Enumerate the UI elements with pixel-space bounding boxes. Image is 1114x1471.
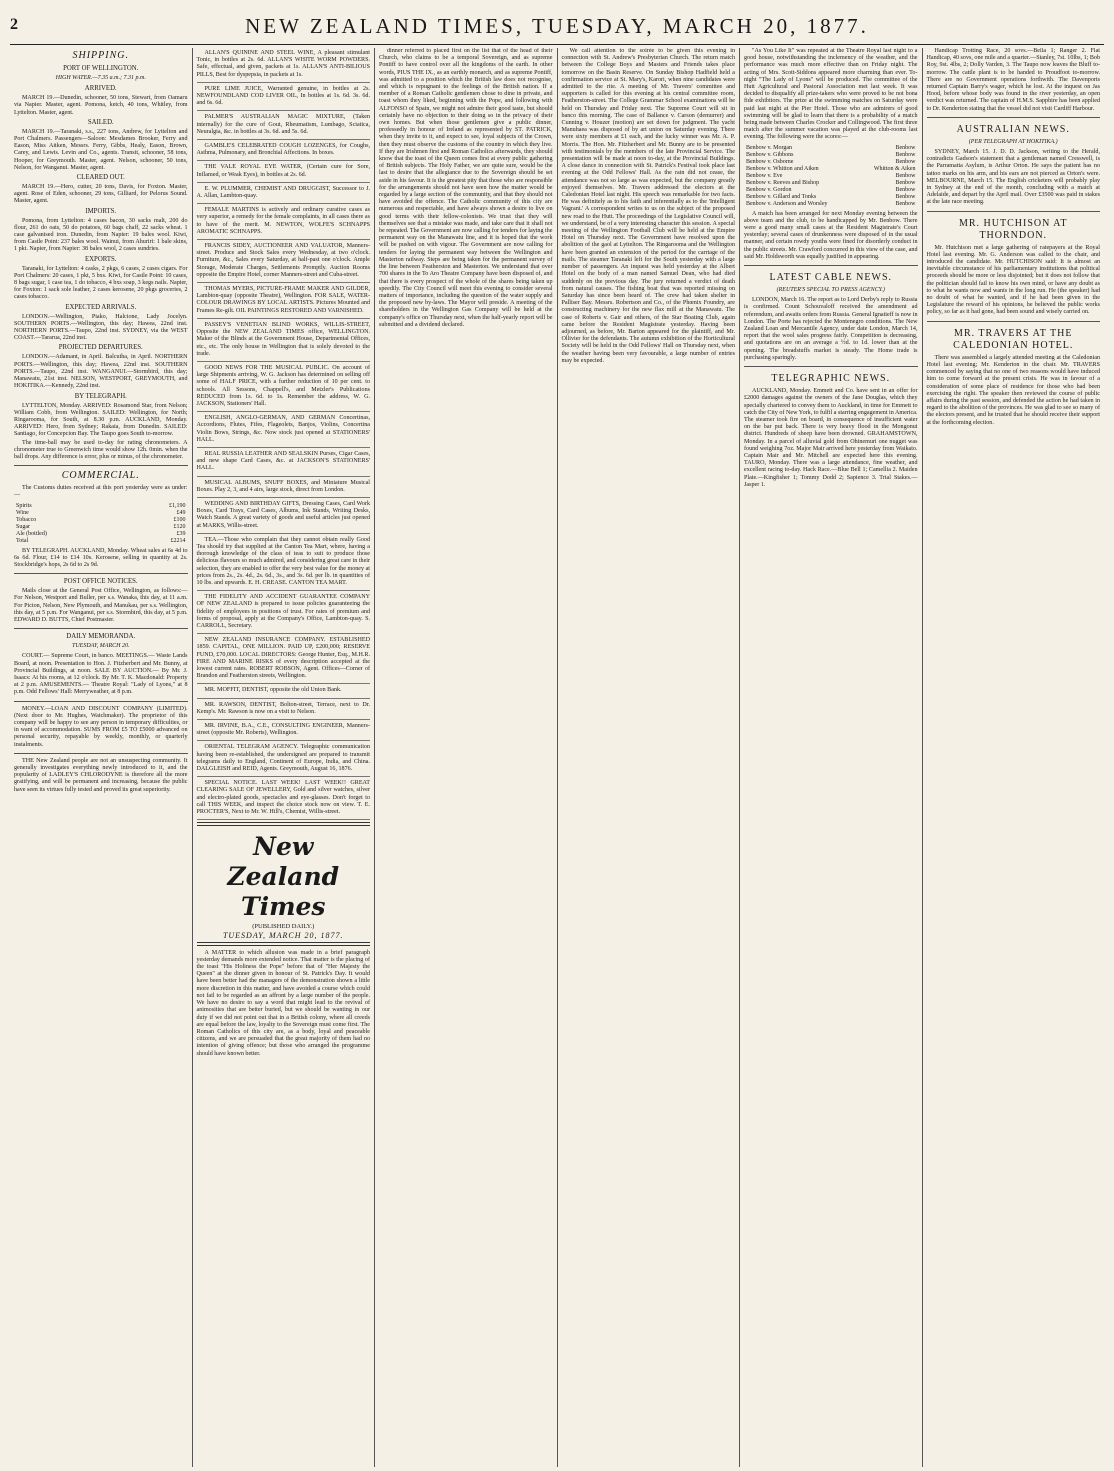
customs-item: Sugar [16,523,30,530]
latest-cable-text: LONDON, March 16. The report as to Lord Derby's reply to Russia is confirmed. Count Schouvaloff received the amendment ad referendum, and awaits orders from Russia. General Ignatieff is now in London. The Porte has rejected the Montenegro conditions. The New Zealand Loan and Mercantile Agency, under date London, March 14, report that the wool sales progress fairly. Competition is decreasing, and quotations are on an average a ½d. to 1d. lower than at the opening. The breadstuffs market is steady. The Home trade is purchasing sparingly. [744,297,918,361]
high-water: HIGH WATER.—7.35 a.m.; 7.31 p.m. [55,75,146,81]
divider [927,117,1101,118]
customs-value: £39 [176,530,186,537]
imports-heading: IMPORTS. [85,207,117,215]
hutchison-text: Mr. Hutchison met a large gathering of ratepayers at the Royal Hotel last evening. Mr. G. Anderson was called to the chair, and introduced the candidate. Mr. HUTCHISON said: It is almost an inevitable circumstance of his parliamentary institutions that political proceeds should be more or less disjointed; but it does not follow that the politician should fail to know his own mind, or have any doubt as to what he wants now and wants in the long run. He (the speaker) had no doubt of what he wanted, and if he had been given in the Legislature the reward of his opinions, he believed the public works policy, so far as it had gone, had been sound and wisely carried on. [926,244,1100,316]
title-rule [197,822,371,826]
customs-row [14,524,188,531]
arrived-text: MARCH 19.—Dunedin, schooner, 50 tons, Stewart, from Oamaru via Napier. Master, agent. Pomona, ketch, 40 tons, Whitley, from Lyttelton. Master, agent. [14,95,188,116]
advertisement: SPECIAL NOTICE. LAST WEEK! LAST WEEK!! GREAT CLEARING SALE OF JEWELLERY, Gold and silver watches, silver and electro-plated goods, spectacles and eye-glasses. Don't forget to call THIS WEEK, and inspect the choice stock now on view. T. E. PROCTER'S, Next to Mr. W. Hill's, Chemist, Willis-street. [197,778,371,820]
page-number: 2 [10,16,18,33]
score-result: Benbow [895,144,916,151]
advertisement: REAL RUSSIA LEATHER AND SEALSKIN Purses, Cigar Cases, and new shape Card Cases, &c. at JACKSON'S STATIONERS' HALL. [197,449,371,477]
customs-row [14,531,188,538]
chlorodyne-ad: THE New Zealand people are not an unsuspecting community. It generally investigates everything newly introduced to it, and the popularity of LADLEY'S CHLORODYNE is therefore all the more gratifying, and will be permanent and increasing, because the public have seen its virtues fully tested and proved its great superiority. [14,757,188,793]
score-result: Benbow [895,179,916,186]
score-row [744,173,918,180]
travers-text: There was assembled a largely attended meeting at the Caledonian Hotel last evening; Mr. Kenderton in the chair. Mr. TRAVERS commenced by saying that no one of two reasons would have induced him to come forward at the present crisis. He was in favour of a consideration of some place of residence for those who had been exercising the right. The speaker then reviewed the course of public affairs during the past session, and defended the action he had taken in regard to the abolition of the provinces. He was glad to see so many of the electors present, and he trusted that he should receive their support at the forthcoming election. [926,354,1100,426]
editorial-text: A MATTER to which allusion was made in a brief paragraph yesterday demands more extended notice. That matter is the placing of the toast "His Holiness the Pope" before that of "Her Majesty the Queen" at the dinner given in honour of St. Patrick's Day. It would have been better had the managers of the demonstration shown a little more discretion in this matter, and have avoided a course which could not fail to be regarded as an affront by a large number of the people. We have no desire to say a word that might lead to the revival of animosities that are better buried, but we should be wanting in our duty if we did not point out that in a British colony, where all creeds are equal before the law, loyalty to the Sovereign must come first. The Roman Catholics of this city are, as a body, loyal and peaceable citizens, and we are persuaded that the great majority of them had no intention of giving offence; but those who arranged the programme should have known better. [196,949,370,1057]
score-match: Benbow v. Reeves and Bishop [746,179,820,186]
divider [14,465,188,466]
column-5 [740,48,923,1467]
cleared-heading: CLEARED OUT. [76,174,125,182]
scores-table [744,145,918,208]
column-4 [558,48,741,1467]
score-result: Benbow [895,200,916,207]
newspaper-date: TUESDAY, MARCH 20, 1877. [222,930,344,940]
divider [14,628,188,629]
customs-item: Wine [16,509,29,516]
divider [14,701,188,702]
advertisement: GOOD NEWS FOR THE MUSICAL PUBLIC. On account of large Shipments arriving, W. G. Jackson has determined on selling off some of HALF PRICE, with a further reduction of 10 per cent. to schools. All Sessons, Chappell's, and Metzler's Publications REDUCED from 1s. 6d. to 1s. Remember the address, W. G. JACKSON, Stationers' Hall. [197,363,371,412]
commercial-intro: The Customs duties received at this port yesterday were as under:— [14,485,188,499]
telegraph-text: LYTTELTON, Monday. ARRIVED: Rosamond Star, from Nelson; William Cobb, from Wellington. SAILED: Wellington, for North; Ringarooma, for South, at 8.30 p.m. AUCKLAND, Monday. ARRIVED: Hero, from Sydney; Rakaia, from Dunedin. SAILED: Santiago, for Concepcion Bay. The Taupo goes South to-morrow. [14,402,188,438]
advertisement: ALLAN'S QUININE AND STEEL WINE, A pleasant stimulant Tonic, in bottles at 2s. 6d. ALLAN'S WHITE WORM POWDERS. Safe, effectual, and given, packets at 1s. ALLAN'S ANTI-BILIOUS PILLS, Best for dyspepsia, in packets at 1s. [197,48,371,83]
score-match: Benbow v. Whitton and Aiken [746,165,819,172]
advertisement: PASSEY'S VENETIAN BLIND WORKS, WILLIS-STREET, Opposite the NEW ZEALAND TIMES office, WELLINGTON. Maker of the Blinds at the Government House, Departmental Offices, etc., etc. The only house in Wellington that is solely devoted to the trade. [197,320,371,362]
divider [744,366,918,367]
score-result: Whitton & Aiken [873,165,916,172]
advertisement: FRANCIS SIDEY, AUCTIONEER AND VALUATOR, Manners-street. Produce and Stock Sales every Wednesday, at two o'clock. Furniture, &c., Sales every Saturday, at half-past one o'clock. Ample Storage, Moderate Charges, Settlements Promptly. Auction Rooms opposite the Empire Hotel, corner Manners-street and Cuba-street. [197,241,371,283]
customs-value: £2214 [170,537,186,544]
projected-heading: PROJECTED DEPARTURES. [58,344,143,352]
advertisement: PALMER'S AUSTRALIAN MAGIC MIXTURE, (Taken internally) for the cure of Gout, Rheumatism, Lumbago, Sciatica, Neuralgia, &c. in bottles at 3s. 6d. and 5s. 6d. [197,112,371,140]
australian-subheading: (PER TELEGRAPH AT HOKITIKA.) [968,138,1058,145]
score-match: Benbow v. Osborne [746,158,794,165]
advertisement: TEA.—Those who complain that they cannot obtain really Good Tea should try that supplied at the Canton Tea Mart, where, having a thorough knowledge of the class of teas to suit to produce those delicious flavours so much admired, and considering great care in their selection, they are enabled to offer the very best value for the money at prices from 2s., 2s. 4d., 2s. 6d., 3s., and 3s. 6d. per lb. in quantities of 10 lbs. and upwards. E. H. CREASE. CANTON TEA MART. [197,535,371,591]
score-match: Benbow v. Morgan [746,144,792,151]
exports-heading: EXPORTS. [84,255,117,263]
expected-text: LONDON.—Wellington, Piako, Halcione, Lady Jocelyn. SOUTHERN PORTS.—Wellington, this day; Hawea, 22nd inst. NORTHERN PORTS.—Taupo, 22nd inst. SYDNEY, via the WEST COAST.—Tararua, 22nd inst. [14,313,188,342]
score-match: Benbow v. Gordon [746,186,792,193]
score-row [744,159,918,166]
advertisement: WEDDING AND BIRTHDAY GIFTS, Dressing Cases, Card Work Boxes, Card Trays, Card Cases, Albums, Ink Stands, Writing Desks, Watch Stands. A great variety of goods and useful articles just opened at MARKS, Willis-street. [197,499,371,534]
exports-text: Taranaki, for Lyttelton: 4 casks, 2 pkgs, 6 cases, 2 cases cigars. For Port Chalmers: 20 cases, 1 pkt, 5 bxs. Kiwi, for Castle Point: 10 cases, 8 bags sugar, 1 case tea, 1 do tobacco, 4 bxs soap, 3 kegs nails. Napier, for Foxton: 1 sack sole leather, 2 cases kerosene, 20 pkgs groceries, 2 cases tobacco. [14,265,188,301]
score-row [744,201,918,208]
customs-table [14,503,188,545]
court-news: A match has been arranged for next Monday evening between the above team and the club, to be handicapped by Mr. Benbow. There were a good many small cases at the Resident Magistrate's Court yesterday; several cases of drunkenness were disposed of in the usual manner, and certain rowdy youths were fined for disorderly conduct in the public streets. Mr. Crawford concurred in this view of the case, and said Mr. Holdsworth was equally justified in appearing. [744,210,918,260]
advertisement: E. W. PLUMMER, CHEMIST AND DRUGGIST, Successor to J. A. Allan, Lambton-quay. [197,184,371,204]
score-result: Benbow [895,172,916,179]
customs-value: £49 [176,509,186,516]
advertisement: NEW ZEALAND INSURANCE COMPANY. ESTABLISHED 1859. CAPITAL, ONE MILLION. PAID UP, £200,000; RESERVE FUND, £70,000. LOCAL DIRECTORS: George Hunter, Esq., M.H.R. FIRE AND MARINE RISKS of every description accepted at the lowest current rates. ROBERT ROBSON, Agent. Offices—Corner of Brandon and Featherston streets, Wellington. [197,635,371,684]
post-office-heading: POST OFFICE NOTICES. [63,578,138,586]
customs-item: Tobacco [16,516,37,523]
customs-row [14,503,188,510]
newspaper-subtitle: (PUBLISHED DAILY.) [252,922,315,930]
cleared-text: MARCH 19.—Hero, cutter, 20 tons, Davis, for Foxton. Master, agent. Rose of Eden, schooner, 29 tons, Gilliard, for Pelorus Sound. Master, agent. [14,184,188,205]
latest-cable-subheading: (REUTER'S SPECIAL TO PRESS AGENCY.) [776,287,885,294]
travers-heading: MR. TRAVERS AT THE CALEDONIAN HOTEL. [953,327,1074,351]
title-rule [197,942,371,946]
post-office-text: Mails close at the General Post Office, Wellington, as follows:— For Nelson, Westport and Buller, per s.s. Wanaka, this day, at 11 a.m. For Picton, Nelson, New Plymouth, and Manukau, per s.s. Wellington, this day, at 5 p.m. For Wanganui, per s.s. Stormbird, this day, at 5 p.m. EDWARD D. BUTTS, Chief Postmaster. [14,588,188,623]
expected-heading: EXPECTED ARRIVALS. [65,303,137,311]
customs-row [14,538,188,545]
customs-item: Total [16,537,29,544]
advertisement: THOMAS MYERS, PICTURE-FRAME MAKER AND GILDER, Lambton-quay (opposite Theatre), Wellington. FOR SALE, WATER-COLOUR DRAWINGS BY LOCAL ARTISTS. Pictures Mounted and Frames Re-gilt. OIL PAINTINGS RESTORED AND VARNISHED. [197,284,371,319]
score-match: Benbow v. Gillard and Tonks [746,193,817,200]
score-result: Benbow [895,186,916,193]
score-match: Benbow v. Anderson and Worsley [746,200,828,207]
score-row [744,145,918,152]
editorial-continued: dinner referred to placed first on the list that of the head of their Church, who claims to be a temporal Sovereign, and as supreme Pontiff to have control over all the kingdoms of the earth. In other words, PIUS THE IX., as an earthly monarch, and as supreme Pontiff, was admitted to a position which the British law does not recognise, and which is repugnant to the feelings of the British nation. If a member of a Roman Catholic gentlemen chose to dine in private, and toast whom they liked, beginning with the Pope, and following with ALFONSO of Spain, we might not admire their good taste, but should certainly have no objection to their doing so in the privacy of their own homes. But when those gentlemen give a public dinner, professedly in honour of Ireland as represented by ST. PATRICK, when they invite to it, and expect to see, loyal subjects of the Crown, then they must observe the customs of the country in which they live. If they are Irishmen first and Roman Catholics afterwards, they should know that the toast of the Queen comes first at every public gathering of British subjects. The Holy Father, we are quite sure, would be the last to desire that the allegiance due to the Sovereign should be set aside in his favour. It is the greatest pity that those who are responsible for the arrangements should not have seen how the matter would be regarded by a large section of the community, and that they should not have avoided the offence. The Catholic community of this city are numerous and respectable, and have always shown a desire to live on good terms with their fellow-colonists. We trust that they will themselves see that a mistake was made, and take care that it shall not be repeated. The Government are now calling for tenders for laying the permanent way on the Manawatu line, and it is hoped that the work will be pushed on with vigour. The Government are now calling for tenders for laying the permanent way between the Wellington and Masterton railway. Steps are being taken for the permanent survey of the line between Featherston and Masterton. We understand that over 700 shares in the To Aro Theatre Company have been disposed of, and that there is every prospect of the whole of the shares being taken up speedily. The City Council will meet this evening to consider several matters of importance, including the question of the water supply and the proposed new by-laws. The Mayor will preside. A meeting of the shareholders in the Wellington Gas Company will be held at the company's office on Thursday next, when the half-yearly report will be submitted and a dividend declared. [379,48,553,328]
money-ad: MONEY.—LOAN AND DISCOUNT COMPANY (LIMITED). (Next door to Mr. Hughes, Watchmaker). The proprietor of this company will be happy to see any person in temporary difficulties, or in want of accommodation. SUMS FROM £5 TO £5000 advanced on personal security, repayable by weekly, monthly, or quarterly instalments. [14,705,188,748]
score-row [744,194,918,201]
advertisement: THE FIDELITY AND ACCIDENT GUARANTEE COMPANY OF NEW ZEALAND is prepared to issue policies guaranteeing the fidelity of employees in positions of trust. For rates of premium and forms of proposal, apply at the Company's Office, Lambton-quay. S. CARROLL, Secretary. [197,592,371,634]
port-heading: PORT OF WELLINGTON. [63,65,139,72]
sailed-heading: SAILED. [87,118,114,126]
imports-text: Pomona, from Lyttelton: 4 cases bacon, 30 sacks malt, 200 do flour, 261 do oats, 50 do potatoes, 60 bags chaff, 22 sacks wheat. 1 case galvanised iron. Dunedin, from Napier: 19 bales wool. Kiwi, from Castle Point: 237 bales wool. Wainui, from Ahuriri: 1 bale skins, 1 pkt. Napier, from Napier: 38 bales wool, 2 cases sundries. [14,217,188,253]
score-match: Benbow v. Gibbons [746,151,794,158]
divider [744,265,918,266]
masthead-title: NEW ZEALAND TIMES, TUESDAY, MARCH 20, 1877. [245,14,869,38]
customs-value: £100 [173,516,186,523]
advertisement: MR. MOFFIT, DENTIST, opposite the old Union Bank. [197,685,371,698]
advertisement: FEMALE MARTINS is actively and ordinary curative cases as very superior, a remedy for the female complaints, in all cases there as to have of the merit. M. NEWTON, WOLFE'S SCHNAPPS AROMATIC SCHNAPPS. [197,205,371,240]
advertisement: PURE LIME JUICE, Warranted genuine, in bottles at 2s. NEWFOUNDLAND COD LIVER OIL, In bottles at 1s. 6d. 3s. 6d. and 6s. 6d. [197,84,371,112]
sailed-text: MARCH 19.—Taranaki, s.s., 227 tons, Andrew, for Lyttelton and Port Chalmers. Passengers—Saloon: Mesdames Brooker, Ferry and Eason, Miss Aitken, Messrs. Ferry, Gibbs, Healy, Eason, Brown, Carey, and Lewis. Levin and Co., agents. Transit, schooner, 58 tons, Hooper, for Greymouth. Master, agent. Nelson, schooner, 50 tons, Nelson, for Wanganui. Master, agent. [14,128,188,171]
australian-heading: AUSTRALIAN NEWS. [956,123,1070,135]
column-1 [10,48,193,1467]
daily-memoranda-date: TUESDAY, MARCH 20. [72,643,130,650]
timeball-paragraph: The time-ball may be used to-day for rating chronometers. A chronometer true to Greenwich time would show 12h. 0min. when the ball drops. Any difference is error, plus or minus, of the chronometer. [14,439,188,460]
commercial-heading: COMMERCIAL. [61,470,140,482]
telegraph-heading: BY TELEGRAPH. [74,392,127,400]
daily-memoranda-text: COURT.— Supreme Court, in banco. MEETINGS.— Waste Lands Board, at noon. Presentation to Hon. J. Fitzherbert and Mr. Bunny, at Provincial Buildings, at noon. SALE BY AUCTION.— By Mr. J. Isaacs: At his rooms, at 12 o'clock. By Mr. T. K. Macdonald: Property at 2 p.m. AMUSEMENTS.— Theatre Royal: "Lady of Lyons," at 8 p.m. Odd Fellows' Hall: Merryweather, at 8 p.m. [14,653,188,696]
divider [927,211,1101,212]
daily-memoranda-heading: DAILY MEMORANDA. [66,633,136,641]
customs-row [14,517,188,524]
advertisement: THE VALE ROYAL EYE WATER, (Certain cure for Sore, Inflamed, or Weak Eyes), in bottles at 2s. 6d. [197,162,371,182]
divider [14,753,188,754]
newspaper-title: New Zealand Times [227,831,340,921]
score-result: Benbow [895,193,916,200]
arrived-heading: ARRIVED. [84,85,117,93]
advertisement: GAMBLE'S CELEBRATED COUGH LOZENGES, for Coughs, Asthma, Pulmonary, and Bronchial Affections. In boxes. [197,141,371,161]
masthead [10,10,1104,45]
advertisement: ORIENTAL TELEGRAM AGENCY. Telegraphic communication having been re-established, the undersigned are prepared to transmit telegrams daily to England, Continent of Europe, India, and China. DALGLEISH and REID, Agents. Greymouth, August 16, 1876. [197,742,371,777]
score-result: Benbow [895,158,916,165]
advertisement: ENGLISH, ANGLO-GERMAN, AND GERMAN Concertinas, Accordions, Flutes, Fifes, Flageolets, Banjos, Violins, Concertina Violin Bows, Strings, &c. Now stock just opened at STATIONERS' HALL. [197,413,371,448]
telegraphic-heading: TELEGRAPHIC NEWS. [771,373,891,385]
shipping-heading: SHIPPING. [72,50,129,61]
latest-cable-heading: LATEST CABLE NEWS. [769,272,893,284]
racing-results: Handicap Trotting Race, 20 sovs.—Bella 1; Ranger 2. Flat Handicap, 40 sovs, one mile and a quarter.—Stanley, 7st. 10lbs, 1; Bob Roy, 9st. 4lbs, 2; Dolly Varden, 3. The Taupo now leaves the Bluff to-morrow. The cattle plant is to be handed to Proudfoot to-morrow. There are no Government operations forthwith. The Davenports returned Captain Barry's wager, which he lost. At the inquest on Jas Hood, before whose body was found in the river yesterday, an open verdict was returned. The captain of H.M.S. Sapphire has been applied to Dr. Kenderton stating that the vessel did not visit Cardiff Harbour. [926,48,1100,112]
australian-text: SYDNEY, March 15. J. D. D. Jackson, writing to the Herald, contradicts Gadson's statement that a gentleman named Cresswell, is the Parramatta Asylum, is Arthur Orton. He says the patient has no tattoo marks on his arm, and his ears are not pierced as Orton's were. MELBOURNE, March 15. The English cricketers will probably play in Sydney at the end of the month, concluding with a match at Adelaide, and depart by the April mail. Over £3500 was paid in stakes at the late race meeting. [926,149,1100,206]
score-row [744,187,918,194]
score-match: Benbow v. Eve [746,172,783,179]
commercial-telegraph: BY TELEGRAPH. AUCKLAND, Monday. Wheat sales at 6s 4d to 6s 6d. Flour, £14 to £14 10s. Kerosene, selling in quantity at 2s. Stockbridge's hops, 2s 6d to 2s 9d. [14,547,188,568]
advertisements [197,48,371,820]
column-6 [923,48,1105,1467]
divider [14,573,188,574]
score-row [744,180,918,187]
score-result: Benbow [895,151,916,158]
score-row [744,152,918,159]
customs-item: Ale (bottled) [16,530,47,537]
customs-item: Spirits [16,502,32,509]
score-row [744,166,918,173]
customs-value: £1,190 [169,502,186,509]
local-news: We call attention to the soirée to be given this evening in connection with St. Andrew's Presbyterian Church. The return match between the College Boys and Masters and Friends takes place tomorrow on the Basin Reserve. On Sunday Bishop Hadfield held a confirmation service at St. Mary's, Karori, when nine candidates were admitted to the rite. A meeting of Mr. Travers' committee and supporters is called for this evening at his central committee room, Featherston-street. The College Grammar School examinations will be held on Thursday and Friday next. The Supreme Court will sit in banco this morning. The case of Ballance v. Carson (demurrer) and Cunning v. Houzer (motion) are set down for judgment. The yacht Manuhaea was disposed of by art union on Saturday evening. There were sixty members at £1 each, and the lucky winner was Mr. A. P. Morris. The Hon. Mr. Fitzherbert and Mr. Bunny are to be presented with testimonials by the members of the late Provincial Service. The presentation will be made at noon to-day, at the Provincial Buildings. A close dance in connection with St. Patrick's Festival took place last evening at the Odd Fellows' Hall. As the rain did not cease, the attendance was not so large as was expected, but the company greatly enjoyed themselves. Mr. Travers addressed the electors at the Caledonian Hotel last night. His speech was remarkable for two facts. He was definitely as to his faith and inferentially as to the 'Intelligent Vagrant.' A correspondent writes to us on the subject of the proposed new road to the Hutt. The proceedings of the Legislative Council will, we understand, be of a very interesting character this session. A special meeting of the Wellington Football Club will be held at the Empire Hotel on Thursday next. The Government have resolved upon the abolition of the gaol at Lyttelton. The Ringarooma and the Wellington have been granted an extension of the period for the carriage of the mails. The steamer Taranaki left for the South yesterday with a large number of passengers. An inquest was held yesterday at the Albert Hotel on the body of a man named Samuel Dean, who had died suddenly on the previous day. The jury returned a verdict of death from natural causes. The fishing boat that was reported missing on Saturday has since been heard of. The crew had taken shelter in Palliser Bay. Messrs. Robertson and Co., of the Phœnix Foundry, are constructing machinery for the new flax mill at the Manawatu. The case of Roberts v. Gair and others, of the Star Boating Club, again came before the Resident Magistrate yesterday. Having been adjourned, as before, Mr. Barton appeared for the plaintiff, and Mr. Ollivier for the defendants. The autumn exhibition of the Horticultural Society will be held in the Odd Fellows' Hall on Thursday next, when the weather having been very favourable, a large number of entries may be expected. [561,48,735,364]
column-3 [375,48,558,1467]
telegraphic-text: AUCKLAND, Monday. Emmett and Co. have sent in an offer for £2000 damages against the owners of the Jane Douglas, which they specially chartered to convey them to Auckland, in time for Emmett to catch the City of New York, to fulfil a starring engagement in America. The steamer took fire on board, in consequence of insufficient water on the bar put back. There is very heavy flood in the Mongonui district. Hundreds of sheep have been drowned. GRAHAMSTOWN, Monday. In a parcel of alluvial gold from Ohinemuri one nugget was found weighing 7oz. Major Mair arrived here yesterday from Waikato. Captain Mair and Mr. Mitchell are expected here this evening. TAURO, Monday. There was a large attendance, fine weather, and excellent racing to-day. Hack Race.—Blue Bell 1; Camellia 2. Maiden Plate.—Kingfisher 1; Tommy Dodd 2; Sapience 3. Trial Stakes.—Jasper 1. [744,388,918,488]
customs-value: £120 [173,523,186,530]
customs-row [14,510,188,517]
column-2 [193,48,376,1467]
advertisement: MUSICAL ALBUMS, SNUFF BOXES, and Miniature Musical Boxes. Play 2, 3, and 4 airs, large stock, direct from London. [197,478,371,498]
projected-text: LONDON.—Adamant, in April. Balcutha, in April. NORTHERN PORTS.—Wellington, this day; Hawea, 22nd inst. SOUTHERN PORTS.—Taupo, 22nd inst. WANGANUI.—Stormbird, this day; Manawatu, 21st inst. NELSON, WESTPORT, GREYMOUTH, and HOKITIKA.—Kennedy, 22nd inst. [14,354,188,390]
advertisement: MR. RAWSON, DENTIST, Bolton-street, Terrace, next to Dr. Kemp's. Mr. Rawson is now on a visit to Nelson. [197,700,371,720]
hutchison-heading: MR. HUTCHISON AT THORNDON. [958,217,1068,241]
local-news-continued: "As You Like It" was repeated at the Theatre Royal last night to a good house, notwithstanding the inclemency of the weather, and the performance was much more effective than on Friday night. The acting of Mrs. Scott-Siddons appeared more charming than ever. To-night "The Lady of Lyons" will be produced. The committee of the Hutt Agricultural and Pastoral Association met last week. It was decided to disqualify all prize-takers who were proved to be not bona fide exhibitors. The prize at the swimming matches on Saturday were paid last night at the Pier Hotel. Those who are admirers of good swimming will be glad to learn that there is a probability of a match being made between Charles Crocker and Collingwood. The first three match after the summer vacation was played at the club-rooms last evening. The following were the scores:— [744,48,918,141]
divider [927,321,1101,322]
advertisement: MR. IRVINE, B.A., C.E., CONSULTING ENGINEER, Manners-street (opposite Mr. Roberts), Wellington. [197,721,371,741]
columns [10,48,1104,1467]
